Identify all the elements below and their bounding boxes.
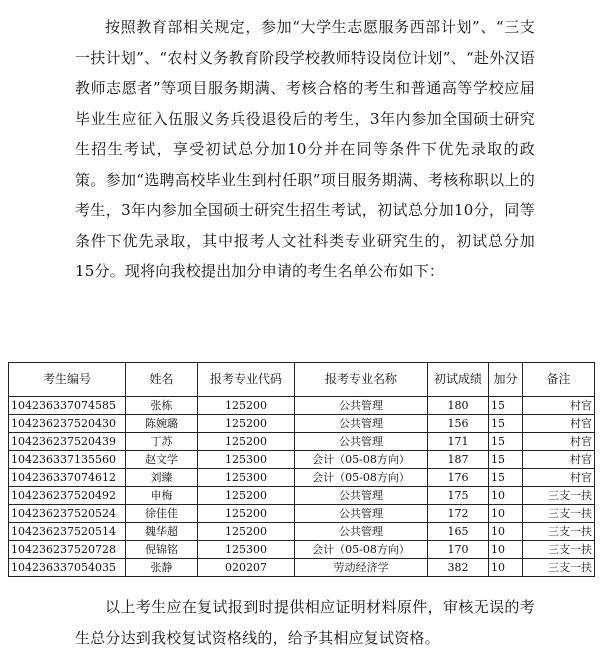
cell-major-name: 公共管理 xyxy=(295,523,428,541)
cell-remark: 村官 xyxy=(523,415,595,433)
cell-bonus: 15 xyxy=(489,397,523,415)
cell-bonus: 15 xyxy=(489,415,523,433)
table-row xyxy=(9,523,595,541)
cell-major-code: 125200 xyxy=(198,487,295,505)
cell-bonus: 10 xyxy=(489,487,523,505)
header-initial-score: 初试成绩 xyxy=(428,363,489,397)
cell-remark: 村官 xyxy=(523,451,595,469)
table-header-row xyxy=(9,363,595,397)
applicant-table xyxy=(8,362,595,577)
cell-major-name: 公共管理 xyxy=(295,487,428,505)
cell-name: 魏华超 xyxy=(126,523,198,541)
header-name: 姓名 xyxy=(126,363,198,397)
table-row xyxy=(9,559,595,577)
cell-bonus: 10 xyxy=(489,559,523,577)
cell-major-code: 125300 xyxy=(198,451,295,469)
cell-initial-score: 187 xyxy=(428,451,489,469)
cell-name: 刘臻 xyxy=(126,469,198,487)
table-row xyxy=(9,541,595,559)
closing-paragraph: 以上考生应在复试报到时提供相应证明材料原件，审核无误的考生总分达到我校复试资格线的，给予其相应复试资格。 xyxy=(75,598,535,647)
cell-exam-id: 104236237520524 xyxy=(9,505,126,523)
cell-initial-score: 165 xyxy=(428,523,489,541)
cell-major-name: 公共管理 xyxy=(295,505,428,523)
cell-name: 申梅 xyxy=(126,487,198,505)
cell-bonus: 15 xyxy=(489,469,523,487)
cell-bonus: 10 xyxy=(489,505,523,523)
cell-bonus: 10 xyxy=(489,523,523,541)
header-major-code: 报考专业代码 xyxy=(198,363,295,397)
cell-major-code: 020207 xyxy=(198,559,295,577)
cell-bonus: 15 xyxy=(489,451,523,469)
table-row xyxy=(9,505,595,523)
cell-bonus: 15 xyxy=(489,433,523,451)
header-bonus: 加分 xyxy=(489,363,523,397)
cell-initial-score: 171 xyxy=(428,433,489,451)
cell-name: 赵文学 xyxy=(126,451,198,469)
table-row xyxy=(9,469,595,487)
cell-major-code: 125200 xyxy=(198,523,295,541)
cell-major-name: 公共管理 xyxy=(295,415,428,433)
cell-exam-id: 104236237520430 xyxy=(9,415,126,433)
header-major-name: 报考专业名称 xyxy=(295,363,428,397)
cell-remark: 三支一扶 xyxy=(523,487,595,505)
cell-initial-score: 172 xyxy=(428,505,489,523)
cell-major-code: 125300 xyxy=(198,469,295,487)
cell-exam-id: 104236237520439 xyxy=(9,433,126,451)
cell-exam-id: 104236337054035 xyxy=(9,559,126,577)
cell-remark: 三支一扶 xyxy=(523,505,595,523)
cell-major-code: 125200 xyxy=(198,433,295,451)
table-row xyxy=(9,433,595,451)
cell-initial-score: 170 xyxy=(428,541,489,559)
intro-paragraph: 按照教育部相关规定，参加“大学生志愿服务西部计划”、“三支一扶计划”、“农村义务教育阶段学校教师特设岗位计划”、“赴外汉语教师志愿者”等项目服务期满、考核合格的考生和普通高等学校应届毕业生应征入伍服义务兵役退役后的考生，3年内参加全国硕士研究生招生考试，享受初试总分加10分并在同等条件下优先录取的政策。参加“选聘高校毕业生到村任职”项目服务期满、考核称职以上的考生，3年内参加全国硕士研究生招生考试，初试总分加10分，同等条件下优先录取，其中报考人文社科类专业研究生的，初试总分加15分。现将向我校提出加分申请的考生名单公布如下： xyxy=(75,18,535,280)
table-row xyxy=(9,397,595,415)
cell-name: 张静 xyxy=(126,559,198,577)
cell-major-name: 劳动经济学 xyxy=(295,559,428,577)
cell-exam-id: 104236237520728 xyxy=(9,541,126,559)
cell-remark: 村官 xyxy=(523,433,595,451)
cell-remark: 村官 xyxy=(523,469,595,487)
cell-major-code: 125300 xyxy=(198,541,295,559)
cell-exam-id: 104236337074585 xyxy=(9,397,126,415)
header-exam-id: 考生编号 xyxy=(9,363,126,397)
cell-name: 丁苏 xyxy=(126,433,198,451)
cell-remark: 三支一扶 xyxy=(523,523,595,541)
table-row xyxy=(9,451,595,469)
cell-initial-score: 176 xyxy=(428,469,489,487)
cell-exam-id: 104236337074612 xyxy=(9,469,126,487)
cell-major-code: 125200 xyxy=(198,505,295,523)
cell-name: 徐佳佳 xyxy=(126,505,198,523)
cell-exam-id: 104236237520492 xyxy=(9,487,126,505)
cell-major-code: 125200 xyxy=(198,397,295,415)
cell-bonus: 10 xyxy=(489,541,523,559)
cell-remark: 三支一扶 xyxy=(523,541,595,559)
cell-major-code: 125200 xyxy=(198,415,295,433)
cell-exam-id: 104236337135560 xyxy=(9,451,126,469)
cell-remark: 三支一扶 xyxy=(523,559,595,577)
header-remark: 备注 xyxy=(523,363,595,397)
cell-initial-score: 382 xyxy=(428,559,489,577)
cell-major-name: 会计（05-08方向） xyxy=(295,469,428,487)
cell-name: 张栋 xyxy=(126,397,198,415)
cell-initial-score: 180 xyxy=(428,397,489,415)
cell-major-name: 会计（05-08方向） xyxy=(295,541,428,559)
cell-name: 倪锦铭 xyxy=(126,541,198,559)
cell-initial-score: 156 xyxy=(428,415,489,433)
cell-exam-id: 104236237520514 xyxy=(9,523,126,541)
cell-major-name: 公共管理 xyxy=(295,433,428,451)
table-row xyxy=(9,415,595,433)
cell-initial-score: 175 xyxy=(428,487,489,505)
table-row xyxy=(9,487,595,505)
cell-name: 陈婉璐 xyxy=(126,415,198,433)
cell-major-name: 公共管理 xyxy=(295,397,428,415)
cell-remark: 村官 xyxy=(523,397,595,415)
cell-major-name: 会计（05-08方向） xyxy=(295,451,428,469)
